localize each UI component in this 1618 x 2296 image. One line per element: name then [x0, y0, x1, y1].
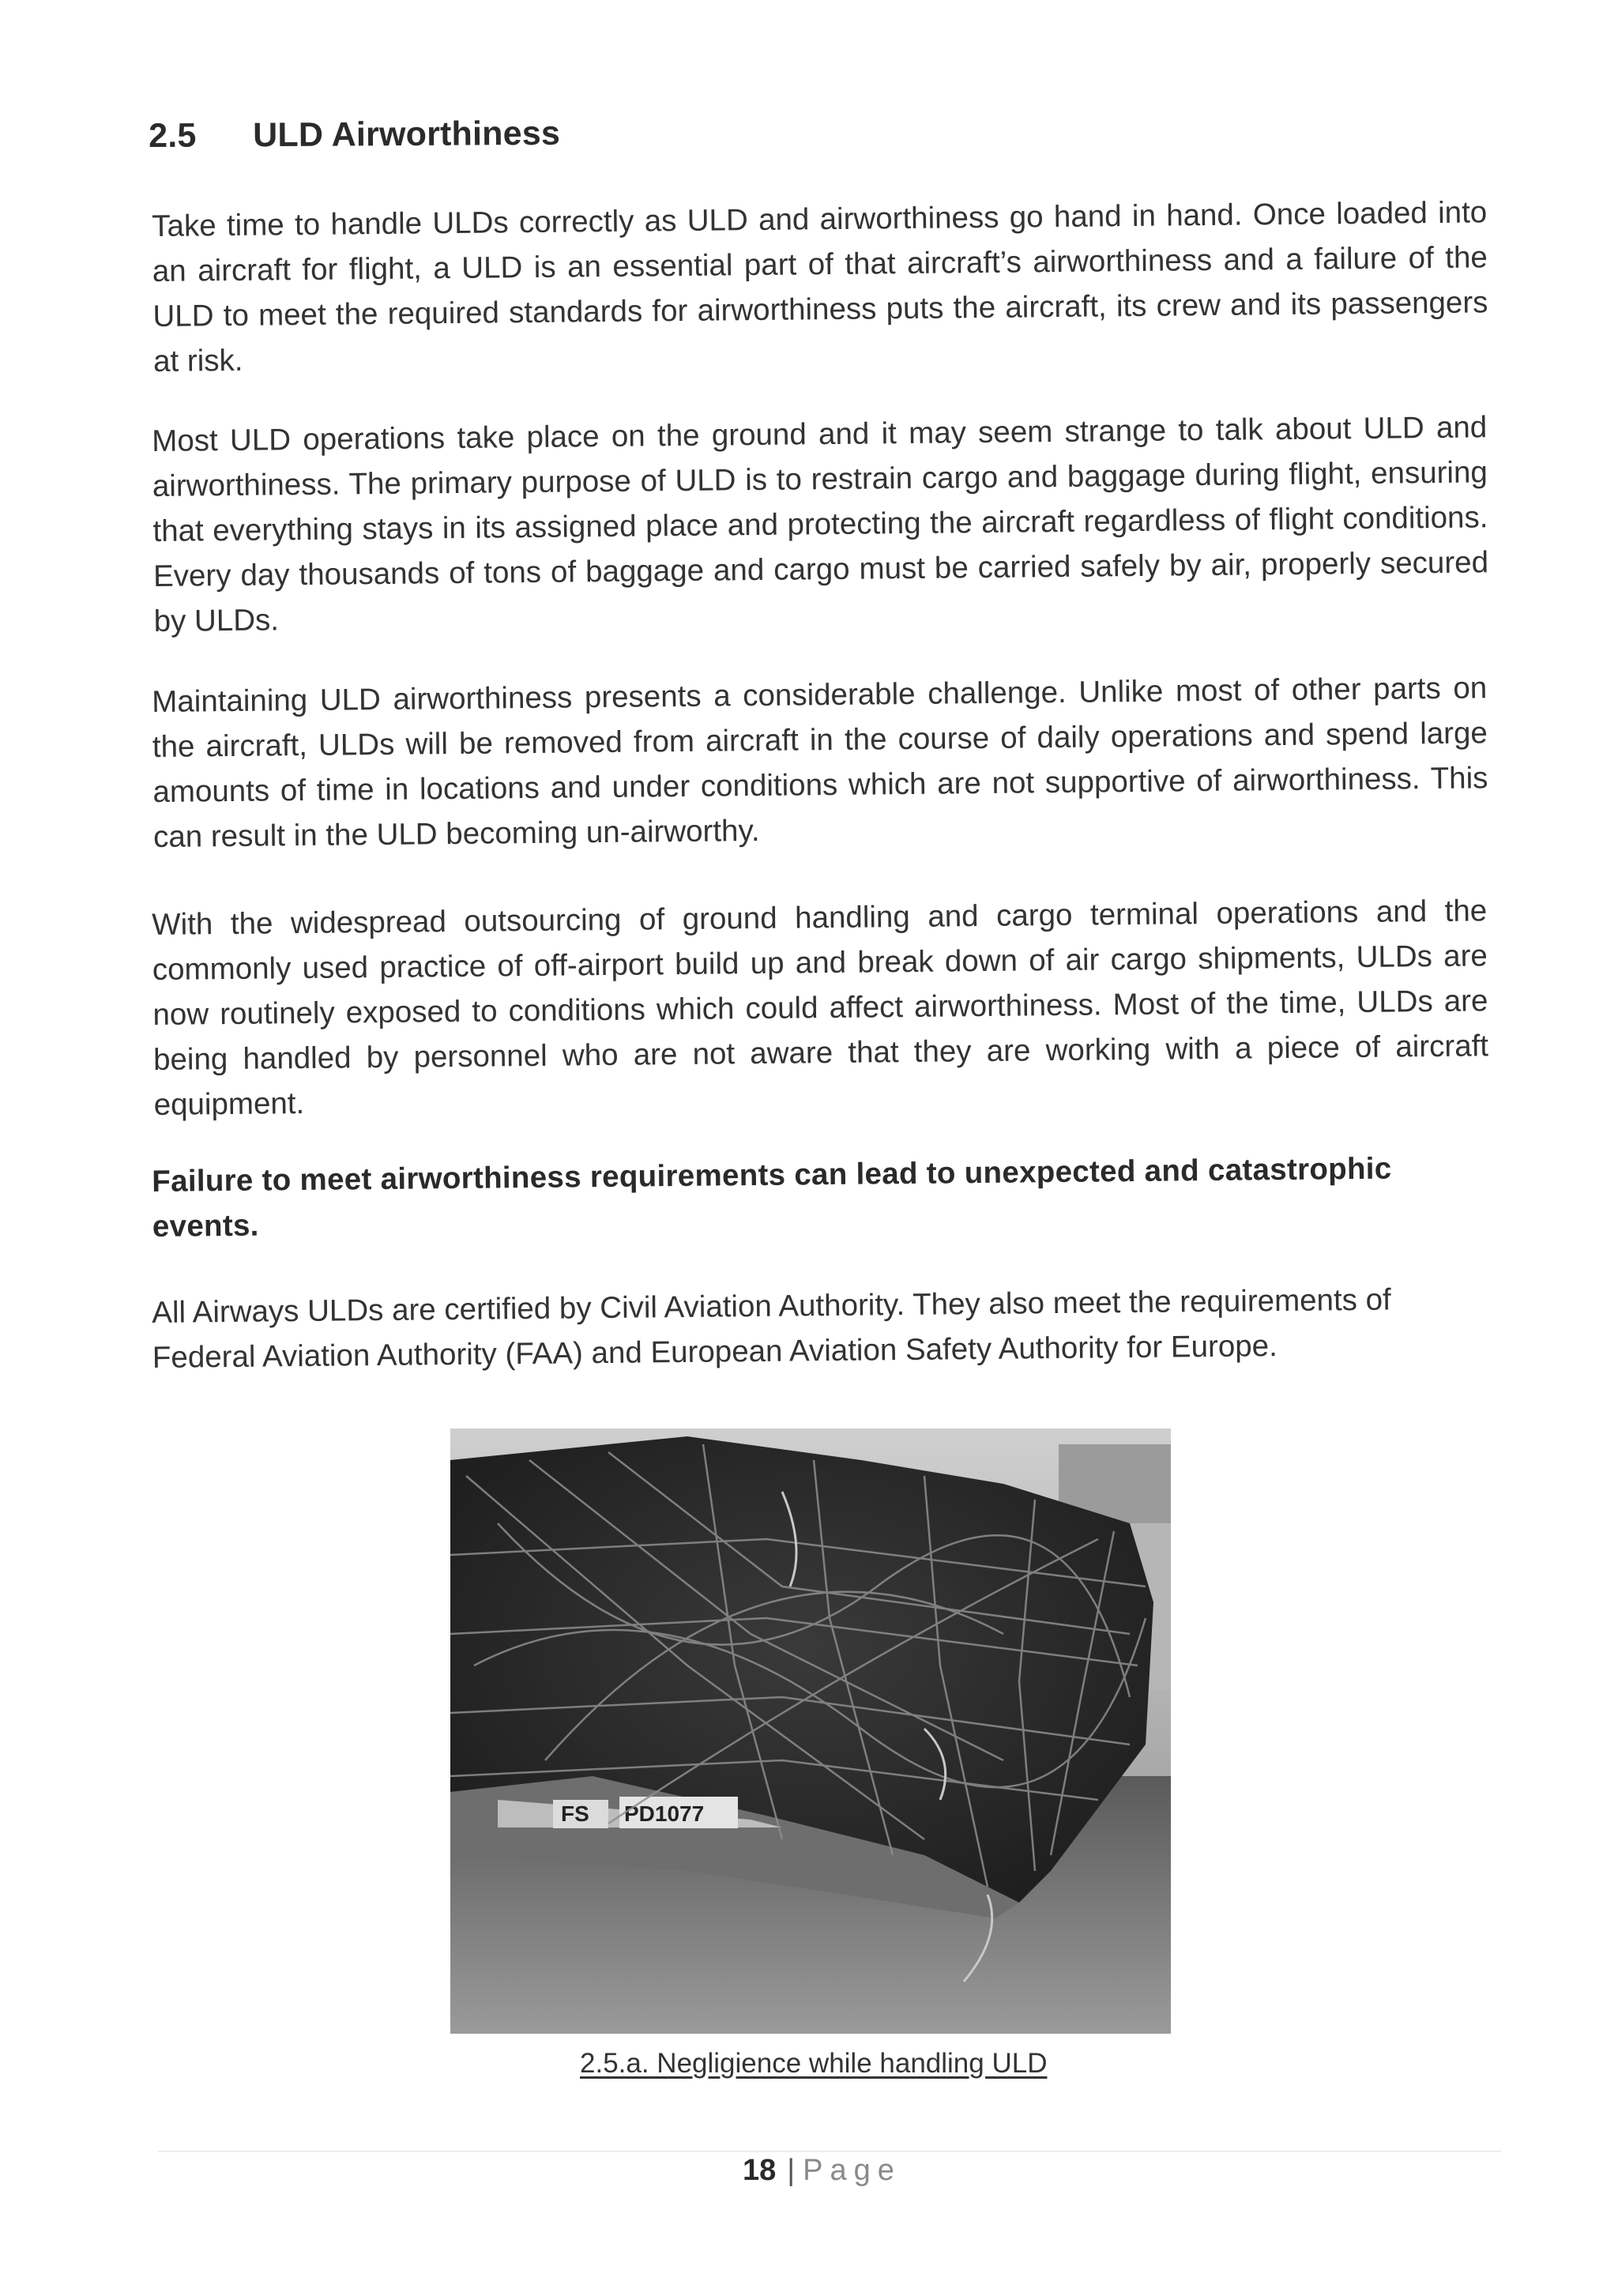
section-number: 2.5 — [149, 116, 197, 155]
page-footer — [743, 2154, 901, 2188]
paragraph-maintaining-airworthiness: Maintaining ULD airworthiness presents a considerable challenge. Unlike most of other parts on the aircraft, ULDs will be removed from aircraft in the course of daily operations and spend large amounts of time in locations and under conditions which are not supportive of airworthiness. This can result in the ULD becoming un-airworthy. — [152, 671, 1488, 854]
uld-plate-text-right: PD1077 — [624, 1801, 705, 1826]
footer-separator: | — [787, 2154, 796, 2187]
paragraph-certification: All Airways ULDs are certified by Civil Aviation Authority. They also meet the requirements of Federal Aviation Authority (FAA) and European Aviation Safety Authority for Europe. — [152, 1282, 1391, 1375]
paragraph-warning: Failure to meet airworthiness requirements can lead to unexpected and catastrophic events. — [152, 1151, 1392, 1244]
paragraph-intro: Take time to handle ULDs correctly as ULD and airworthiness go hand in hand. Once loaded into an aircraft for flight, a ULD is an essential part of that aircraft’s airworthiness and a failure of the ULD to meet the required standards for airworthiness puts the aircraft, its crew and its passengers at risk. — [152, 195, 1488, 378]
page-number: 18 — [743, 2154, 777, 2187]
paragraph-outsourcing: With the widespread outsourcing of ground handling and cargo terminal operations and the commonly used practice of off-airport build up and break down of air cargo shipments, ULDs are now routinely exposed to conditions which could affect airworthiness. Most of the time, ULDs are being handled by personnel who are not aware that they are working with a piece of aircraft equipment. — [152, 894, 1489, 1122]
page-label: Page — [803, 2154, 901, 2187]
uld-plate-text-left: FS — [561, 1801, 589, 1826]
figure-caption: 2.5.a. Negligience while handling ULD — [580, 2048, 1048, 2079]
damaged-uld-photo — [450, 1428, 1171, 2034]
section-title: ULD Airworthiness — [252, 114, 561, 155]
paragraph-ground-operations: Most ULD operations take place on the ground and it may seem strange to talk about ULD and airworthiness. The primary purpose of ULD is to restrain cargo and baggage during flight, ensuring that everything stays in its assigned place and protecting the aircraft regardless of flight conditions. Every day thousands of tons of baggage and cargo must be carried safely by air, properly secured by ULDs. — [152, 410, 1489, 638]
section-heading — [149, 115, 560, 156]
footer-divider — [158, 2151, 1501, 2152]
damaged-uld-illustration — [450, 1428, 1171, 2034]
